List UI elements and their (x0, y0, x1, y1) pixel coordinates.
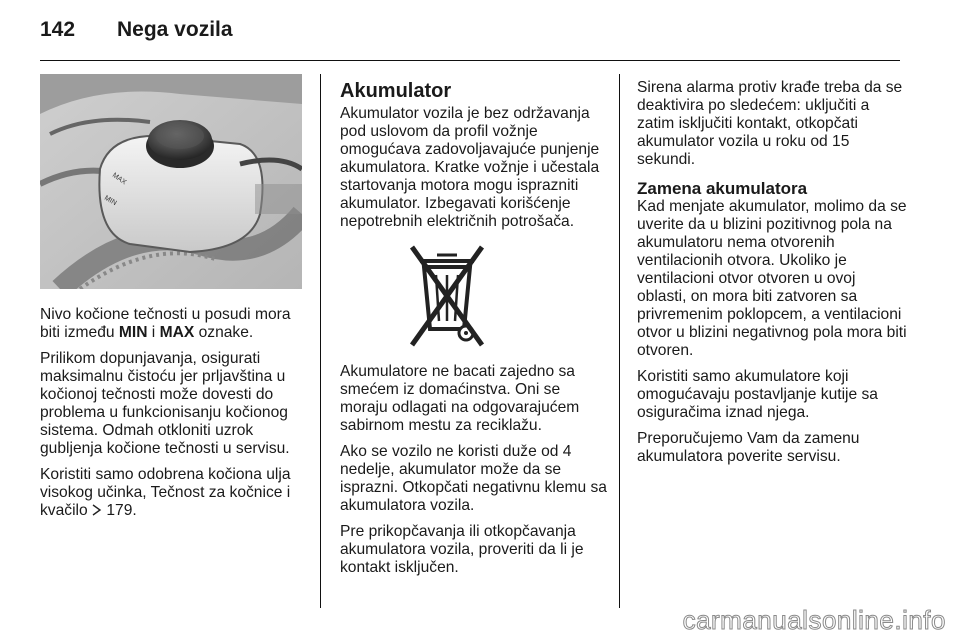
page-number: 142 (40, 18, 76, 41)
battery-replacement-heading: Zamena akumulatora (637, 179, 808, 198)
header-rule (40, 60, 900, 61)
watermark-text: carmanualsonline.info (682, 605, 946, 635)
page-title: Nega vozila (117, 18, 233, 41)
page-reference-link[interactable]: 179 (106, 502, 133, 519)
ignition-check-paragraph: Pre prikopčavanja ili otkopčavanja akumulatora vozila, proveriti da li je kontakt isključen. (340, 523, 584, 576)
page-reference-icon (92, 504, 102, 516)
battery-heading: Akumulator (340, 80, 452, 102)
max-label: MAX (159, 324, 195, 341)
topping-up-paragraph: Prilikom dopunjavanja, osigurati maksimalnu čistoću jer prljavština u kočionoj tečnosti može dovesti do problema u funkcionisanju kočionog sistema. Odmah otkloniti uzrok gubljenja kočione tečnosti u servisu. (40, 350, 290, 457)
approved-fluid-paragraph: Koristiti samo odobrena kočiona ulja visokog učinka, Tečnost za kočnice i kvačilo 179. (40, 466, 291, 519)
column-2 (340, 79, 608, 585)
disposal-paragraph: Akumulatore ne bacati zajedno sa smećem iz domaćinstva. Oni se moraju odlagati na odgovarajućem sabirnom mestu za reciklažu. (340, 363, 580, 434)
column-divider-right (619, 74, 620, 608)
service-recommendation-paragraph: Preporučujemo Vam da zamenu akumulatora poverite servisu. (637, 430, 860, 465)
min-label: MIN (118, 324, 148, 341)
column-divider-left (320, 74, 321, 608)
battery-intro-paragraph: Akumulator vozila je bez održavanja pod uslovom da profil vožnje omogućava zadovoljavajuće punjenje akumulatora. Kratke vožnje i učestala startovanja motora mogu isprazniti akumulator. Izbegavati korišćenje nepotrebnih električnih potrošača. (340, 105, 600, 230)
column-3 (637, 79, 907, 474)
storage-paragraph: Ako se vozilo ne koristi duže od 4 nedelje, akumulator može da se isprazni. Otkopčati negativnu klemu sa akumulatora vozila. (340, 443, 607, 514)
svg-text:MAX: MAX (110, 171, 128, 187)
column-1 (40, 306, 306, 528)
fuse-box-paragraph: Koristiti samo akumulatore koji omogućavaju postavljanje kutije sa osiguračima iznad njega. (637, 368, 878, 421)
vent-openings-paragraph: Kad menjate akumulator, molimo da se uverite da u blizini pozitivnog pola na akumulatoru nema otvorenih ventilacionih otvora. Ukoliko je ventilacioni otvor otvoren u ovoj oblasti, on mora biti zatvoren sa privremenim poklopcem, a ventilacioni otvor u blizini negativnog pola mora biti otvoren. (637, 198, 907, 359)
brake-fluid-level-paragraph: Nivo kočione tečnosti u posudi mora biti između MIN i MAX oznake. (40, 306, 291, 341)
alarm-siren-paragraph: Sirena alarma protiv krađe treba da se deaktivira po sledećem: uključiti a zatim isključiti kontakt, otkopčati akumulator vozila u roku od 15 sekundi. (637, 79, 903, 168)
crossed-out-bin-icon (408, 245, 486, 349)
svg-text:MIN: MIN (103, 194, 118, 208)
brake-fluid-reservoir-image (40, 74, 302, 289)
